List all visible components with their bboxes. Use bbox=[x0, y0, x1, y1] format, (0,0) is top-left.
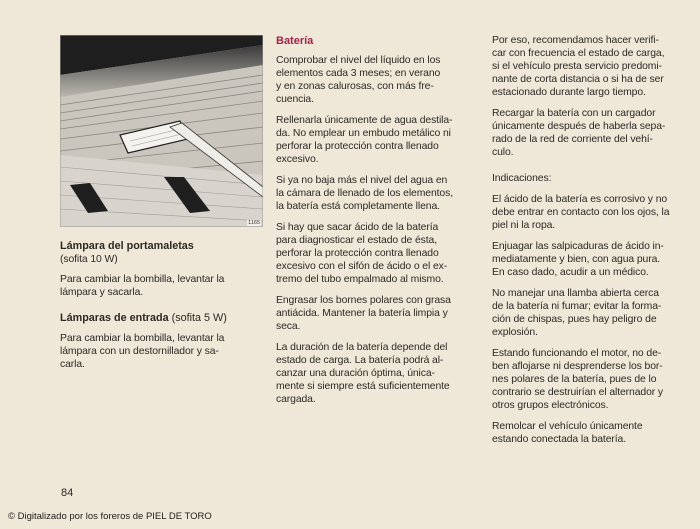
trunk-lamp-illustration bbox=[60, 35, 263, 227]
paragraph: No manejar una llamba abierta cerca de la batería ni fumar; evitar la forma- ción de chispas, pues hay peligro de explosión. bbox=[492, 288, 662, 338]
paragraph: Remolcar el vehículo únicamente estando conectada la batería. bbox=[492, 421, 643, 445]
paragraph: Recargar la batería con un cargador únicamente después de haberla sepa- rado de la red de corriente del vehí- culo. bbox=[492, 108, 666, 158]
paragraph: Por eso, recomendamos hacer verifi- car con frecuencia el estado de carga, si el vehículo presta servicio predomi- nante de corta distancia o si ha de ser estacionado durante largo tiempo. bbox=[492, 35, 665, 98]
paragraph: Engrasar los bornes polares con grasa antiácida. Mantener la batería limpia y seca. bbox=[276, 295, 451, 332]
lamp-trunk-text: Para cambiar la bombilla, levantar la lámpara y sacarla. bbox=[60, 274, 225, 298]
left-column bbox=[60, 240, 260, 371]
indicaciones-label: Indicaciones: bbox=[492, 173, 552, 184]
trunk-lamp-drawing bbox=[60, 35, 263, 227]
page-number: 84 bbox=[61, 487, 74, 499]
paragraph: El ácido de la batería es corrosivo y no debe entrar en contacto con los ojos, la piel ni la ropa. bbox=[492, 194, 670, 231]
right-column bbox=[492, 34, 692, 446]
paragraph: La duración de la batería depende del estado de carga. La batería podrá al- canzar una duración óptima, única- mente si siempre está suficientemente cargada. bbox=[276, 342, 450, 405]
paragraph: Comprobar el nivel del líquido en los elementos cada 3 meses; en verano y en zonas calurosas, con más fre- cuencia. bbox=[276, 55, 441, 105]
lamp-trunk-subtitle: (sofita 10 W) bbox=[60, 254, 118, 265]
footer-credit: © Digitalizado por los foreros de PIEL DE TORO bbox=[8, 511, 212, 522]
section-heading-bateria: Batería bbox=[276, 35, 314, 47]
lamp-entry-text: Para cambiar la bombilla, levantar la lámpara con un destornillador y sa- carla. bbox=[60, 333, 225, 370]
figure-code: 1165 bbox=[248, 220, 260, 226]
paragraph: Si ya no baja más el nivel del agua en la cámara de llenado de los elementos, la batería está completamente llena. bbox=[276, 175, 453, 212]
paragraph: Si hay que sacar ácido de la batería para diagnosticar el estado de ésta, perforar la protección contra llenado excesivo con el sifón de ácido o el ex- tremo del tubo empalmado al mismo. bbox=[276, 222, 448, 285]
lamp-entry-title: Lámparas de entrada (sofita 5 W) bbox=[60, 312, 227, 324]
paragraph: Estando funcionando el motor, no de- ben aflojarse ni desprenderse los bor- nes polares de la batería, pues de lo contrario se destruirían el alternador y otros grupos electrónicos. bbox=[492, 348, 663, 411]
paragraph: Rellenarla únicamente de agua destila- da. No emplear un embudo metálico ni perforar la protección contra llenado excesivo. bbox=[276, 115, 453, 165]
middle-column bbox=[276, 34, 476, 406]
paragraph: Enjuagar las salpicaduras de ácido in- mediatamente y bien, con agua pura. En caso dado, acudir a un médico. bbox=[492, 241, 664, 278]
lamp-trunk-title: Lámpara del portamaletas bbox=[60, 240, 194, 252]
